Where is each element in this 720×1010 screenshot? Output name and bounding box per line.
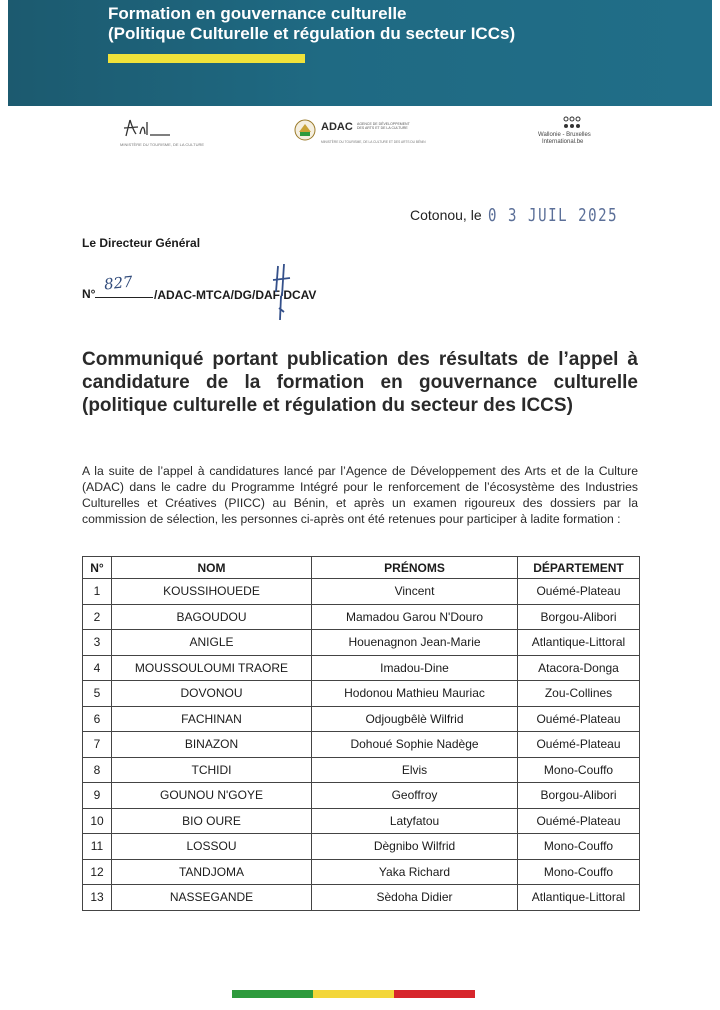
row-number: 13 bbox=[83, 885, 112, 911]
row-departement: Mono-Couffo bbox=[518, 757, 640, 783]
adac-full-name: AGENCE DE DÉVELOPPEMENT DES ARTS ET DE LA CULTURE bbox=[357, 122, 410, 130]
row-nom: TANDJOMA bbox=[112, 859, 312, 885]
row-nom: NASSEGANDE bbox=[112, 885, 312, 911]
subject-heading: Communiqué portant publication des résultats de l’appel à candidature de la formation en gouvernance culturelle (politique culturelle et régulation du secteur des ICCS) bbox=[82, 349, 638, 416]
column-header-nom: NOM bbox=[112, 557, 312, 579]
row-prenoms: Sèdoha Didier bbox=[312, 885, 518, 911]
table-row bbox=[83, 885, 640, 911]
table-row bbox=[83, 604, 640, 630]
wbi-line-1: Wallonie - Bruxelles bbox=[538, 132, 591, 138]
row-nom: ANIGLE bbox=[112, 630, 312, 656]
flag-yellow-segment bbox=[313, 990, 394, 998]
row-departement: Zou-Collines bbox=[518, 681, 640, 707]
row-number: 5 bbox=[83, 681, 112, 707]
row-nom: KOUSSIHOUEDE bbox=[112, 579, 312, 605]
row-departement: Atacora-Donga bbox=[518, 655, 640, 681]
row-number: 3 bbox=[83, 630, 112, 656]
row-prenoms: Odjougbêlè Wilfrid bbox=[312, 706, 518, 732]
table-row bbox=[83, 808, 640, 834]
wbi-logo bbox=[532, 112, 612, 152]
row-prenoms: Yaka Richard bbox=[312, 859, 518, 885]
row-departement: Ouémé-Plateau bbox=[518, 706, 640, 732]
benin-flag-bar bbox=[232, 990, 475, 998]
table-header-row bbox=[83, 557, 640, 579]
ministry-caption: MINISTÈRE DU TOURISME, DE LA CULTURE bbox=[120, 142, 205, 147]
adac-name: ADAC bbox=[321, 121, 353, 133]
adac-tagline: MINISTÈRE DU TOURISME, DE LA CULTURE ET DES ARTS DU BÉNIN bbox=[321, 140, 426, 144]
table-row bbox=[83, 783, 640, 809]
banner-accent-bar bbox=[108, 54, 305, 63]
reference-prefix: N° bbox=[82, 287, 96, 301]
wbi-dots-icon bbox=[562, 116, 586, 130]
row-number: 11 bbox=[83, 834, 112, 860]
row-number: 10 bbox=[83, 808, 112, 834]
ministry-signature-icon bbox=[120, 116, 180, 142]
row-number: 6 bbox=[83, 706, 112, 732]
banner-title-line-1: Formation en gouvernance culturelle bbox=[108, 4, 407, 23]
column-header-departement: DÉPARTEMENT bbox=[518, 557, 640, 579]
table-row bbox=[83, 732, 640, 758]
row-nom: MOUSSOULOUMI TRAORE bbox=[112, 655, 312, 681]
date-stamp: 0 3 JUIL 2025 bbox=[488, 205, 619, 226]
benin-emblem-icon bbox=[293, 118, 317, 142]
column-header-number: N° bbox=[83, 557, 112, 579]
row-departement: Ouémé-Plateau bbox=[518, 808, 640, 834]
flag-green-segment bbox=[232, 990, 313, 998]
letter-place: Cotonou, le bbox=[410, 207, 482, 223]
row-departement: Ouémé-Plateau bbox=[518, 732, 640, 758]
row-prenoms: Dègnibo Wilfrid bbox=[312, 834, 518, 860]
banner-title-line-2: (Politique Culturelle et régulation du secteur ICCs) bbox=[108, 24, 516, 43]
signatory-title: Le Directeur Général bbox=[82, 236, 201, 250]
ministry-logo bbox=[120, 116, 205, 150]
table-row bbox=[83, 630, 640, 656]
reference-suffix: /ADAC-MTCA/DG/DAF/DCAV bbox=[154, 288, 317, 302]
row-nom: TCHIDI bbox=[112, 757, 312, 783]
row-number: 9 bbox=[83, 783, 112, 809]
row-prenoms: Latyfatou bbox=[312, 808, 518, 834]
results-table bbox=[82, 556, 640, 911]
row-prenoms: Hodonou Mathieu Mauriac bbox=[312, 681, 518, 707]
intro-paragraph: A la suite de l’appel à candidatures lancé par l’Agence de Développement des Arts et de la Culture (ADAC) dans le cadre du Programme Intégré pour le renforcement de l’écosystème des Industries Culturelles et Créatives (PIICC) au Bénin, et après un examen rigoureux des dossiers par la commission de sélection, les personnes ci-après ont été retenues pour participer à ladite formation : bbox=[82, 464, 638, 526]
row-nom: DOVONOU bbox=[112, 681, 312, 707]
row-prenoms: Houenagnon Jean-Marie bbox=[312, 630, 518, 656]
adac-logo bbox=[293, 118, 426, 148]
row-departement: Borgou-Alibori bbox=[518, 604, 640, 630]
row-departement: Mono-Couffo bbox=[518, 859, 640, 885]
table-row bbox=[83, 859, 640, 885]
reference-number: 827 bbox=[103, 272, 134, 294]
row-prenoms: Mamadou Garou N'Douro bbox=[312, 604, 518, 630]
row-prenoms: Vincent bbox=[312, 579, 518, 605]
row-number: 1 bbox=[83, 579, 112, 605]
row-nom: BIO OURE bbox=[112, 808, 312, 834]
row-nom: BINAZON bbox=[112, 732, 312, 758]
table-row bbox=[83, 757, 640, 783]
table-row bbox=[83, 579, 640, 605]
row-prenoms: Imadou-Dine bbox=[312, 655, 518, 681]
column-header-prenoms: PRÉNOMS bbox=[312, 557, 518, 579]
row-prenoms: Geoffroy bbox=[312, 783, 518, 809]
row-nom: LOSSOU bbox=[112, 834, 312, 860]
handwritten-mark-icon bbox=[270, 262, 294, 324]
table-row bbox=[83, 834, 640, 860]
row-number: 7 bbox=[83, 732, 112, 758]
row-number: 8 bbox=[83, 757, 112, 783]
wbi-line-2: International.be bbox=[542, 139, 584, 145]
table-row bbox=[83, 706, 640, 732]
row-number: 12 bbox=[83, 859, 112, 885]
flag-red-segment bbox=[394, 990, 475, 998]
table-row bbox=[83, 681, 640, 707]
reference-underline bbox=[95, 297, 153, 298]
row-prenoms: Dohoué Sophie Nadège bbox=[312, 732, 518, 758]
row-prenoms: Elvis bbox=[312, 757, 518, 783]
row-departement: Atlantique-Littoral bbox=[518, 885, 640, 911]
row-departement: Borgou-Alibori bbox=[518, 783, 640, 809]
row-departement: Atlantique-Littoral bbox=[518, 630, 640, 656]
header-banner bbox=[8, 0, 712, 106]
row-number: 2 bbox=[83, 604, 112, 630]
row-nom: FACHINAN bbox=[112, 706, 312, 732]
row-departement: Ouémé-Plateau bbox=[518, 579, 640, 605]
banner-title bbox=[108, 4, 515, 44]
row-nom: BAGOUDOU bbox=[112, 604, 312, 630]
table-row bbox=[83, 655, 640, 681]
row-number: 4 bbox=[83, 655, 112, 681]
row-nom: GOUNOU N'GOYE bbox=[112, 783, 312, 809]
partner-logos bbox=[0, 112, 720, 152]
row-departement: Mono-Couffo bbox=[518, 834, 640, 860]
